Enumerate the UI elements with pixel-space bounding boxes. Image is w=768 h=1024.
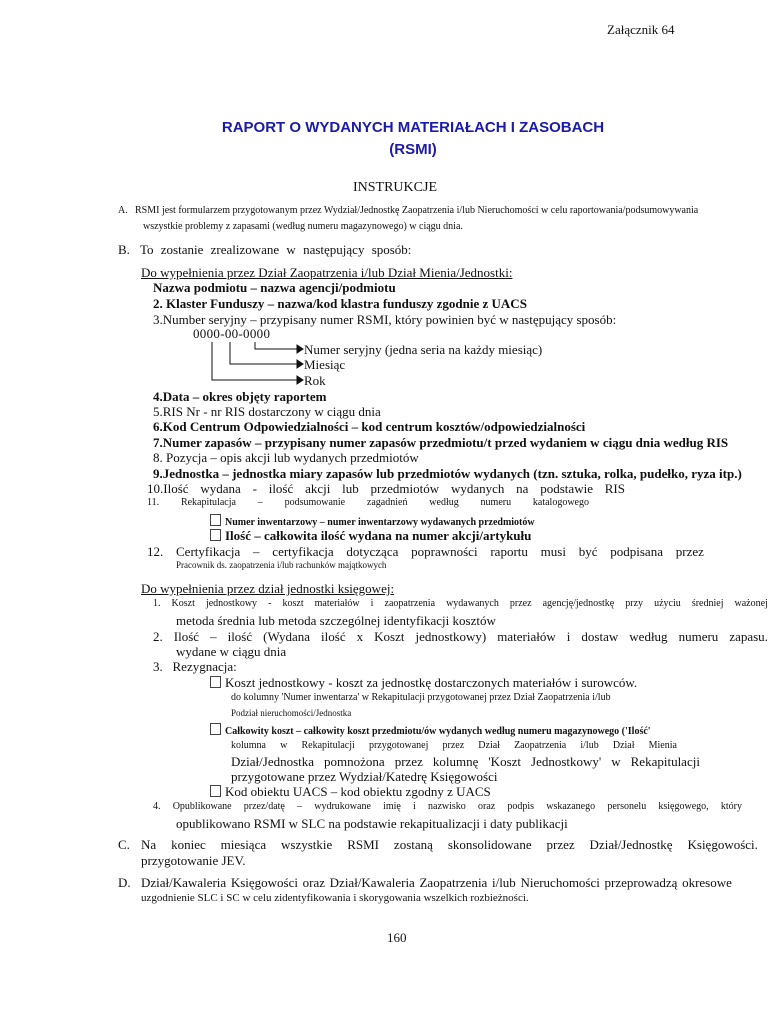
item-serial-number: 3.Number seryjny – przypisany numer RSMI, który powinien być w następujący sposób: (153, 312, 617, 327)
annex-label: Załącznik 64 (607, 22, 675, 37)
subsection-supply-heading: Do wypełnienia przez Dział Zaopatrzenia i/lub Dział Mienia/Jednostki: (141, 265, 513, 280)
section-a-label: A. (118, 205, 128, 216)
acc-item-amount: 2. Ilość – ilość (Wydana ilość x Koszt jednostkowy) materiałów i dostaw według numeru zapasu. (153, 629, 768, 644)
section-a-line1: RSMI jest formularzem przygotowanym przez Wydział/Jednostkę Zaopatrzenia i/lub Nieruchomości w celu raportowania/podsumowywania (135, 205, 699, 216)
subsection-accounting-heading: Do wypełnienia przez dział jednostki księgowej: (141, 581, 395, 596)
recap-total-cost-line2: kolumna w Rekapitulacji przygotowanej przez Dział Zaopatrzenia i/lub Dział Mienia (231, 740, 677, 751)
section-d-line1: Dział/Kawaleria Księgowości oraz Dział/Kawaleria Zaopatrzenia i/lub Nieruchomości przeprowadzą okresowe (141, 875, 732, 890)
item-fund-cluster: 2. Klaster Funduszy – nazwa/kod klastra funduszy zgodnie z UACS (153, 296, 527, 311)
item-certification-cont: Pracownik ds. zaopatrzenia i/lub rachunków majątkowych (176, 560, 387, 570)
section-d-line2: uzgodnienie SLC i SC w celu zidentyfikowania i skorygowania wszelkich rozbieżności. (141, 892, 529, 904)
item-position: 8. Pozycja – opis akcji lub wydanych przedmiotów (153, 450, 419, 465)
checkbox-icon (210, 785, 221, 797)
item-date: 4.Data – okres objęty raportem (153, 389, 327, 404)
item-ris-number: 5.RIS Nr - nr RIS dostarczony w ciągu dnia (153, 404, 381, 419)
section-d-label: D. (118, 875, 131, 890)
recap-inventory-number: Numer inwentarzowy – numer inwentarzowy wydawanych przedmiotów (210, 514, 535, 528)
acc-item-unit-cost-cont: metoda średnia lub metoda szczególnej identyfikacji kosztów (176, 613, 496, 628)
serial-format: 0000-00-0000 (193, 326, 271, 341)
acc-item-recap: 3. Rezygnacja: (153, 659, 237, 674)
recap-uacs-code: Kod obiektu UACS – kod obiektu zgodny z UACS (210, 784, 491, 800)
recap-total-cost: Całkowity koszt – całkowity koszt przedmiotu/ów wydanych według numeru magazynowego ('Ilość' (210, 723, 651, 737)
section-b-intro: To zostanie zrealizowane w następujący sposób: (140, 242, 412, 257)
section-c-label: C. (118, 837, 130, 852)
checkbox-icon (210, 514, 221, 526)
section-c-line2: przygotowanie JEV. (141, 853, 246, 868)
item-unit: 9.Jednostka – jednostka miary zapasów lub przedmiotów wydanych (tzn. sztuka, rolka, pudełko, ryza itp.) (153, 466, 742, 481)
serial-legend-year: Rok (304, 373, 326, 388)
item-stock-number: 7.Numer zapasów – przypisany numer zapasów przedmiotu/t przed wydaniem w ciągu dnia według RIS (153, 435, 729, 450)
recap-unit-cost-line3: Podział nieruchomości/Jednostka (231, 708, 352, 718)
checkbox-icon (210, 676, 221, 688)
checkbox-icon (210, 723, 221, 735)
acc-item-amount-cont: wydane w ciągu dnia (176, 644, 287, 659)
serial-legend-series: Numer seryjny (jedna seria na każdy miesiąc) (304, 342, 543, 357)
section-b-label: B. (118, 242, 130, 257)
acc-item-posted-by: 4. Opublikowane przez/datę – wydrukowane imię i nazwisko oraz podpis wskazanego personelu księgowego, który (153, 801, 742, 812)
item-recapitulation: 11. Rekapitulacja – podsumowanie zagadnień według numeru katalogowego (147, 497, 589, 508)
item-entity-name: Nazwa podmiotu – nazwa agencji/podmiotu (153, 280, 396, 295)
item-certification: 12. Certyfikacja – certyfikacja dotycząca poprawności raportu musi być podpisana przez (147, 544, 704, 559)
recap-total-cost-line4: przygotowane przez Wydział/Katedrę Księgowości (231, 769, 498, 784)
recap-quantity: Ilość – całkowita ilość wydana na numer akcji/artykułu (210, 528, 531, 544)
recap-unit-cost-line2: do kolumny 'Numer inwentarza' w Rekapitulacji przygotowanej przez Dział Zaopatrzenia i/lub (231, 692, 611, 703)
acc-item-posted-by-cont: opublikowano RSMI w SLC na podstawie rekapitualizacji i daty publikacji (176, 816, 568, 831)
report-title: RAPORT O WYDANYCH MATERIAŁACH I ZASOBACH (221, 119, 605, 136)
serial-legend-month: Miesiąc (304, 357, 346, 372)
acc-item-unit-cost: 1. Koszt jednostkowy - koszt materiałów i zaopatrzenia wydawanych przez agencję/jednostkę przy użyciu średniej ważonej (153, 598, 768, 609)
page-number: 160 (387, 930, 407, 945)
item-quantity-issued: 10.Ilość wydana - ilość akcji lub przedmiotów wydanych na podstawie RIS (147, 481, 625, 496)
checkbox-icon (210, 529, 221, 541)
recap-unit-cost: Koszt jednostkowy - koszt za jednostkę dostarczonych materiałów i surowców. (210, 675, 637, 691)
recap-total-cost-line3: Dział/Jednostka pomnożona przez kolumnę 'Koszt Jednostkowy' w Rekapitulacji (231, 754, 700, 769)
section-c-line1: Na koniec miesiąca wszystkie RSMI zostaną skonsolidowane przez Dział/Jednostkę Księgowości. (141, 837, 758, 852)
report-title-abbrev: (RSMI) (389, 141, 437, 158)
instructions-heading: INSTRUKCJE (352, 180, 437, 195)
item-responsibility-center: 6.Kod Centrum Odpowiedzialności – kod centrum kosztów/odpowiedzialności (153, 419, 586, 434)
section-a-line2: wszystkie problemy z zapasami (według numeru magazynowego) w ciągu dnia. (143, 221, 463, 232)
